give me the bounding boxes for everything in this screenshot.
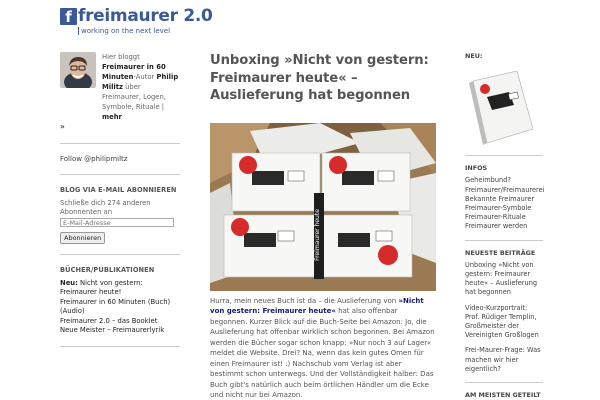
book-link[interactable]: Nicht von gestern: Freimaurer heute! [60, 278, 143, 296]
left-sidebar [60, 52, 180, 357]
list-item[interactable]: Freimaurer/Freimaurerei [465, 185, 545, 194]
subscribe-text: Schließe dich 274 anderen Abonnenten an [60, 199, 151, 216]
book-link[interactable]: »Nicht von gestern: Freimaurer heute« [210, 296, 424, 315]
divider [465, 382, 543, 383]
list-item[interactable]: Freimaurer-Rituale [465, 213, 526, 222]
book-spine-text: Freimaurer heute [314, 208, 321, 261]
author-box [60, 52, 180, 122]
author-book-link[interactable]: Freimaurer in 60 Minuten [102, 63, 166, 81]
facebook-f-icon: f [60, 8, 77, 25]
post-body [210, 296, 436, 400]
divider [60, 174, 180, 175]
post-text: hat also offenbar begonnen. Kurzer Blick auf die Buch-Seite bei Amazon: Jo, die Auslieferung hat offenbar wirklich schon begonnen. Bei Amazon werden die Bücher sogar schon knapp: »Nur noch 3 auf Lager« meldet die Website. Drei? Na, wenn das kein gutes Omen für einen Freimaurer ist! :) Nachschub vom Verlag ist aber bestimmt schon unterwegs. Und der Vollständigkeit halber: Das Buch gibt's natürlich auch beim örtlichen Händler um die Ecke und nicht nur bei Amazon. [210, 307, 435, 399]
recent-posts-heading: NEUESTE BEITRÄGE [465, 248, 536, 257]
books-list [60, 279, 180, 336]
list-item[interactable]: Bekannte Freimaurer [465, 194, 535, 203]
list-item[interactable]: Freimaurer 2.0 – das Booklet [60, 316, 158, 325]
recent-post-link[interactable]: Video-Kurzportrait: Prof. Rüdiger Templin, Großmeister der Vereinigten Großlogen [465, 303, 539, 340]
recent-post-link[interactable]: Frei-Maurer-Frage: Was machen wir hier eigentlich? [465, 346, 541, 373]
author-avatar [60, 52, 96, 88]
author-more-link[interactable]: mehr [102, 113, 122, 121]
new-heading: NEU: [465, 52, 483, 60]
info-list [465, 176, 543, 231]
main-content [210, 52, 436, 400]
recent-post-link[interactable]: Unboxing »Nicht von gestern: Freimaurer heute« – Auslieferung hat begonnen [465, 260, 538, 297]
divider [60, 254, 180, 255]
divider [465, 240, 543, 241]
book-cover-image[interactable] [465, 67, 537, 147]
post-title[interactable]: Unboxing »Nicht von gestern: Freimaurer heute« – Auslieferung hat begonnen [210, 53, 429, 103]
post-text: Hurra, mein neues Buch ist da – die Auslieferung von [210, 296, 399, 305]
subscribe-button[interactable]: Abonnieren [60, 232, 105, 244]
most-shared-heading: AM MEISTEN GETEILT [465, 391, 541, 400]
more-bullet: » [60, 122, 65, 131]
divider [60, 346, 180, 347]
list-item[interactable]: Freimaurer in 60 Minuten (Buch) (Audio) [60, 297, 171, 315]
right-sidebar [465, 52, 543, 400]
list-item[interactable] [60, 279, 180, 298]
divider [465, 155, 543, 156]
list-item[interactable]: Freimaurer-Symbole [465, 204, 532, 213]
author-topics: über Freimaurer, Logen, Symbole, Rituale | [102, 83, 166, 111]
divider [60, 143, 180, 144]
author-suffix: -Autor [133, 73, 157, 81]
info-heading: INFOS [465, 164, 488, 173]
email-field[interactable] [60, 218, 174, 227]
new-label: Neu: [60, 278, 78, 287]
list-item[interactable]: Neue Meister – Freimaurerlyrik [60, 326, 165, 334]
list-item[interactable]: Geheimbund? [465, 176, 511, 185]
subscribe-heading: BLOG VIA E-MAIL ABONNIEREN [60, 186, 177, 194]
site-logo[interactable] [60, 8, 213, 35]
author-intro: Hier bloggt [102, 53, 140, 61]
author-name-link[interactable]: Philip Militz [102, 73, 179, 91]
site-title: freimaurer 2.0 [78, 6, 213, 26]
site-tagline: working on the next level [78, 27, 213, 35]
list-item[interactable]: Freimaurer werden [465, 222, 528, 231]
unboxing-photo [210, 123, 436, 291]
follow-twitter-link[interactable]: Follow @philipmiltz [60, 155, 128, 163]
books-heading: BÜCHER/PUBLIKATIONEN [60, 265, 155, 274]
